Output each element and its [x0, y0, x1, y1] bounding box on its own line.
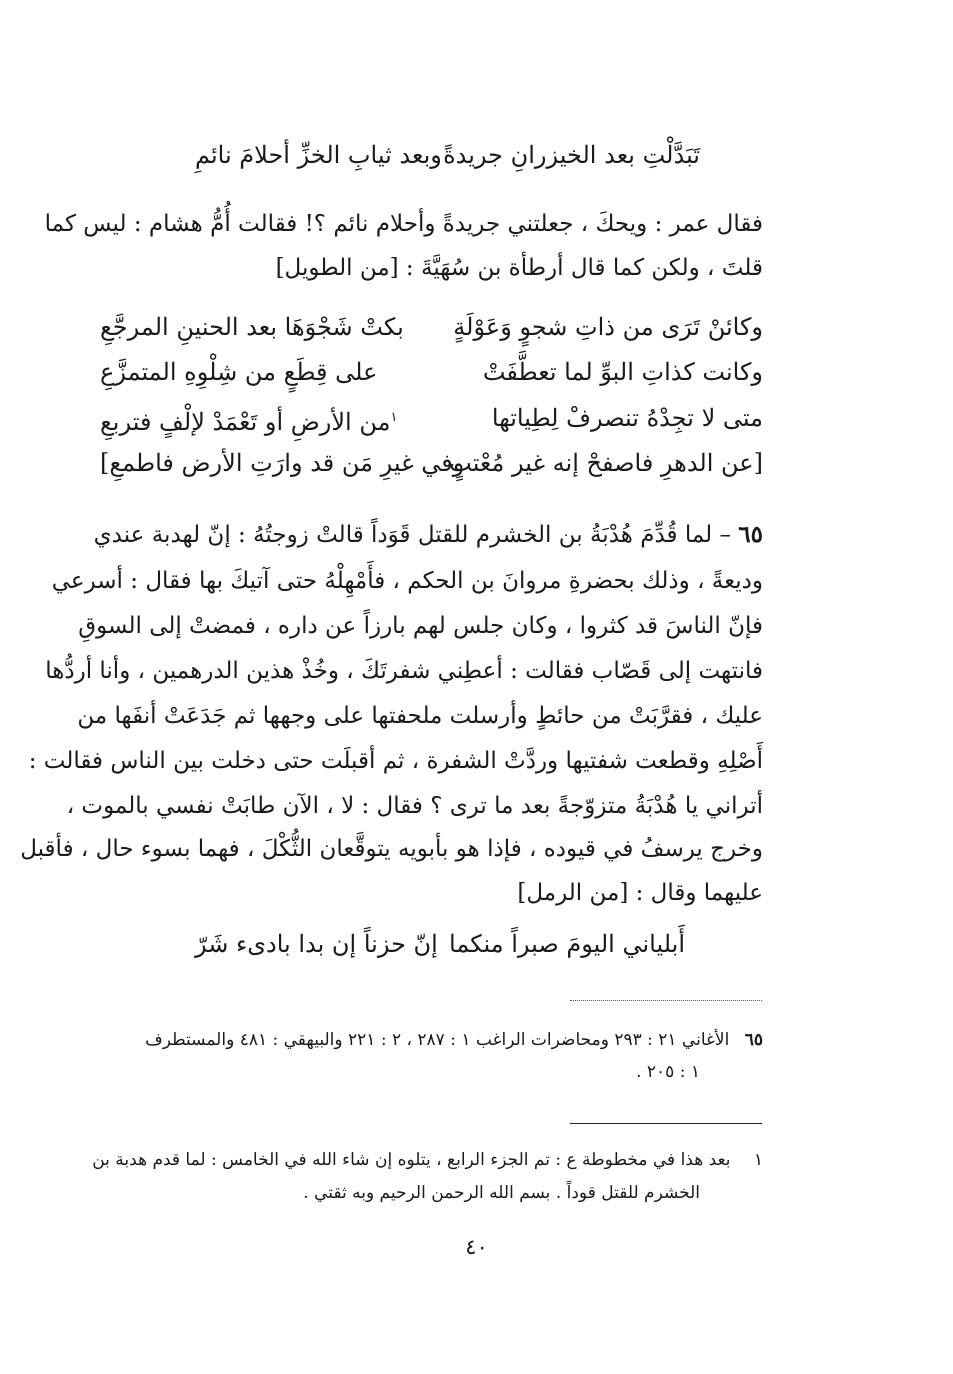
verse-line: [100, 350, 763, 394]
footnote-number: ١: [753, 1150, 763, 1170]
verse-line: [100, 441, 763, 485]
prose-line: وديعةً ، وذلك بحضرةِ مروانَ بن الحكم ، فأَمْهِلْهُ حتى آتيكَ بها فقال : أسرعي: [51, 568, 763, 594]
verse-first-hemistich: أَبلياني اليومَ صبراً منكما: [449, 930, 685, 958]
source-note-number: ٦٥: [744, 1030, 763, 1050]
footnote-reference: ١: [390, 410, 398, 425]
verse-second-hemistich: $^١$من الأرضِ أو تَعْمَدْ لإلْفٍ فتربعِ: [100, 408, 398, 436]
verse-line: [195, 922, 685, 966]
verse-second-hemistich: إنّ حزناً إن بدا بادىء شَرّ: [195, 930, 438, 958]
prose-line: ٦٥ – لما قُدِّمَ هُدْبَةُ بن الخشرم للقتل قَوَداً قالتْ زوجتُهُ : إنّ لهدبة عندي: [93, 521, 763, 548]
footnote-line: ١ بعد هذا في مخطوطة ع : تم الجزء الرابع ، يتلوه إن شاء الله في الخامس : لما قدم هدبة بن: [92, 1150, 763, 1170]
footnote-line: الخشرم للقتل قوداً . بسم الله الرحمن الرحيم وبه ثقتي .: [303, 1183, 700, 1203]
verse-first-hemistich: وكائنْ تَرَى من ذاتِ شجوٍ وَعَوْلَةٍ: [453, 313, 763, 341]
page-number: ٤٠: [465, 1235, 488, 1259]
source-note-line: ١ : ٢٠٥ .: [636, 1062, 700, 1082]
verse-second-hemistich: بكتْ شَجْوَهَا بعد الحنينِ المرجَّعِ: [100, 313, 404, 341]
prose-line: عليهما وقال : [من الرمل]: [517, 880, 763, 906]
prose-line: فانتهت إلى قَصّاب فقالت : أعطِني شفرتَكَ ، وخُذْ هذين الدرهمين ، وأنا أردُّها: [45, 658, 763, 684]
verse-line: [100, 396, 763, 440]
prose-line: فإنّ الناسَ قد كثروا ، وكان جلس لهم بارزاً عن داره ، فمضتْ إلى السوقِ: [78, 613, 763, 639]
source-divider: [570, 1000, 762, 1001]
prose-line: أَصْلِهِ وقطعت شفتيها وردَّتْ الشفرة ، ثم أقبلَت حتى دخلت بين الناس فقالت :: [28, 748, 763, 774]
verse-first-hemistich: وكانت كذاتِ البوِّ لما تعطَّفَتْ: [482, 358, 763, 386]
verse-first-hemistich: متى لا تجِدْهُ تنصرفْ لِطِياتها: [491, 404, 763, 432]
verse-line: [195, 133, 700, 177]
prose-line: عليك ، فقرَّبَتْ من حائطٍ وأرسلت ملحفتها على وجهها ثم جَدَعَتْ أنفَها من: [77, 703, 763, 729]
verse-first-hemistich: تَبَدَّلْتِ بعد الخيزرانِ جريدةً: [443, 141, 700, 169]
verse-first-hemistich: [عن الدهرِ فاصفحْ إنه غير مُعْتبٍ: [449, 449, 763, 477]
verse-second-hemistich: وفي غيرِ مَن قد وارَتِ الأرض فاطمعِ]: [100, 449, 465, 477]
footnote-divider: [570, 1123, 762, 1124]
entry-number: ٦٥: [738, 521, 763, 548]
verse-line: [100, 305, 763, 349]
verse-second-hemistich: وبعد ثيابِ الخزِّ أحلامَ نائمِ: [195, 141, 442, 169]
prose-line: أتراني يا هُدْبَةُ متزوّجةً بعد ما ترى ؟ فقال : لا ، الآن طابَتْ نفسي بالموت ،: [66, 793, 763, 819]
prose-line: قلتَ ، ولكن كما قال أرطأة بن سُهَيَّةَ : [من الطويل]: [275, 255, 763, 281]
prose-line: وخرج يرسفُ في قيوده ، فإذا هو بأبويه يتوقَّعان الثُّكْلَ ، فهما بسوء حال ، فأقبل: [20, 836, 763, 862]
prose-line: فقال عمر : ويحكَ ، جعلتني جريدةً وأحلام نائم ؟! فقالت أُمُّ هشام : ليس كما: [44, 211, 763, 237]
verse-second-hemistich: على قِطَعٍ من شِلْوِهِ المتمزَّعِ: [100, 358, 378, 386]
source-note-line: ٦٥ الأغاني ٢١ : ٢٩٣ ومحاضرات الراغب ١ : ٢٨٧ ، ٢ : ٢٢١ والبيهقي : ٤٨١ والمستطرف: [145, 1030, 763, 1050]
